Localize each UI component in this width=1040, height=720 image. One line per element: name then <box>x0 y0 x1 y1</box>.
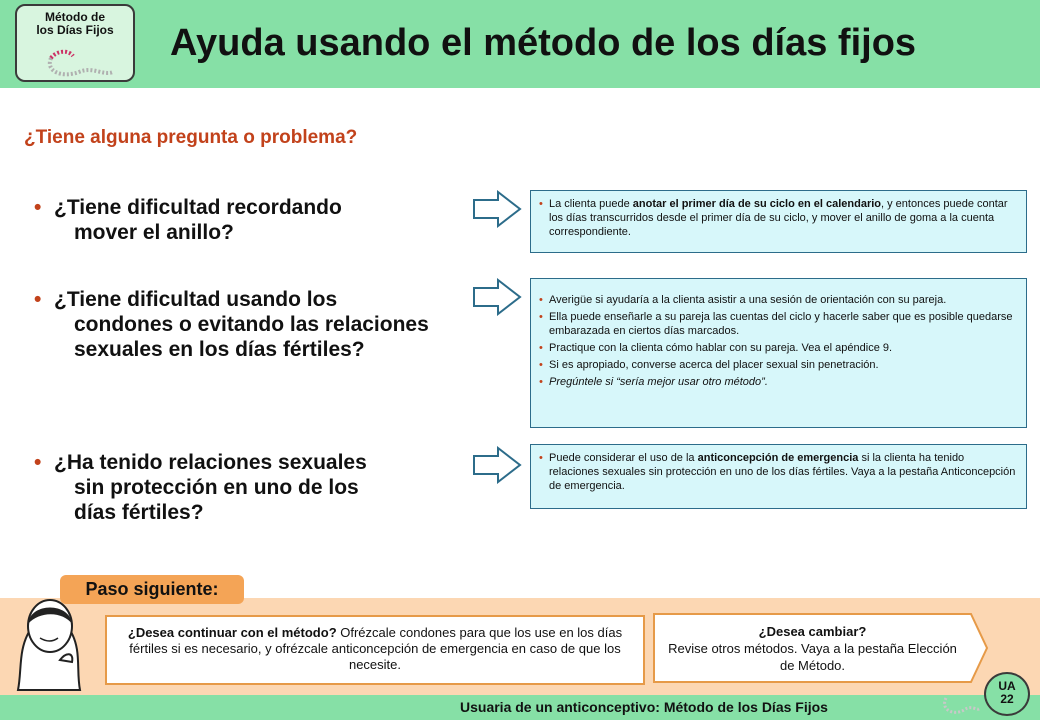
method-logo <box>15 4 135 82</box>
question-heading: ¿Tiene alguna pregunta o problema? <box>24 127 358 148</box>
answer-item: • Averigüe si ayudaría a la clienta asistir a una sesión de orientación con su pareja. <box>539 293 1016 307</box>
answer-box-remember <box>530 190 1027 253</box>
question-unprotected: • ¿Ha tenido relaciones sexuales sin protección en uno de los días fértiles? <box>34 451 367 524</box>
page-title: Ayuda usando el método de los días fijos <box>170 22 917 64</box>
answer-item: • Puede considerar el uso de la anticoncepción de emergencia si la clienta ha tenido relaciones sexuales sin protección en uno de los días fértiles. Vaya a la pestaña Anticoncepción de emergencia. <box>539 451 1016 493</box>
answer-item: • Si es apropiado, converse acerca del placer sexual sin penetración. <box>539 358 1016 372</box>
bullet: • <box>34 196 42 219</box>
answer-item: • Pregúntele si “sería mejor usar otro método”. <box>539 375 1016 389</box>
counselor-illustration-icon <box>0 590 100 700</box>
next-step-label: Paso siguiente: <box>60 575 244 604</box>
answer-box-emergency <box>530 444 1027 509</box>
page-badge: UA 22 <box>984 672 1030 716</box>
question-condoms: • ¿Tiene dificultad usando los condones o evitando las relaciones sexuales en los días fértiles? <box>34 288 429 361</box>
logo-line-2: los Días Fijos <box>36 23 114 37</box>
cycle-beads-icon <box>940 690 982 718</box>
bullet: • <box>34 288 42 311</box>
answer-item: • Ella puede enseñarle a su pareja las cuentas del ciclo y hacerle saber que es posible quedarse embarazada en ciertos días marcados. <box>539 310 1016 338</box>
right-arrow-icon <box>472 190 522 228</box>
right-arrow-icon <box>472 446 522 484</box>
answer-box-condoms <box>530 278 1027 428</box>
answer-item: • La clienta puede anotar el primer día de su ciclo en el calendario, y entonces puede contar los días transcurridos desde el primer día de su ciclo, y mover el anillo de goma a la cuenta correspondiente. <box>539 197 1016 239</box>
cycle-beads-icon <box>43 46 115 80</box>
question-remember-ring: • ¿Tiene dificultad recordando mover el anillo? <box>34 196 342 244</box>
right-arrow-icon <box>472 278 522 316</box>
bullet: • <box>34 451 42 474</box>
change-method-text: ¿Desea cambiar? Revise otros métodos. Vaya a la pestaña Elección de Método. <box>668 624 957 673</box>
footer-title: Usuaria de un anticonceptivo: Método de los Días Fijos <box>460 699 828 715</box>
logo-line-1: Método de <box>45 10 105 24</box>
continue-method-box: ¿Desea continuar con el método? Ofrézcale condones para que los use en los días fértiles si es necesario, y ofrézcale anticoncepción de emergencia en caso de que los necesite. <box>105 615 645 685</box>
answer-item: • Practique con la clienta cómo hablar con su pareja. Vea el apéndice 9. <box>539 341 1016 355</box>
